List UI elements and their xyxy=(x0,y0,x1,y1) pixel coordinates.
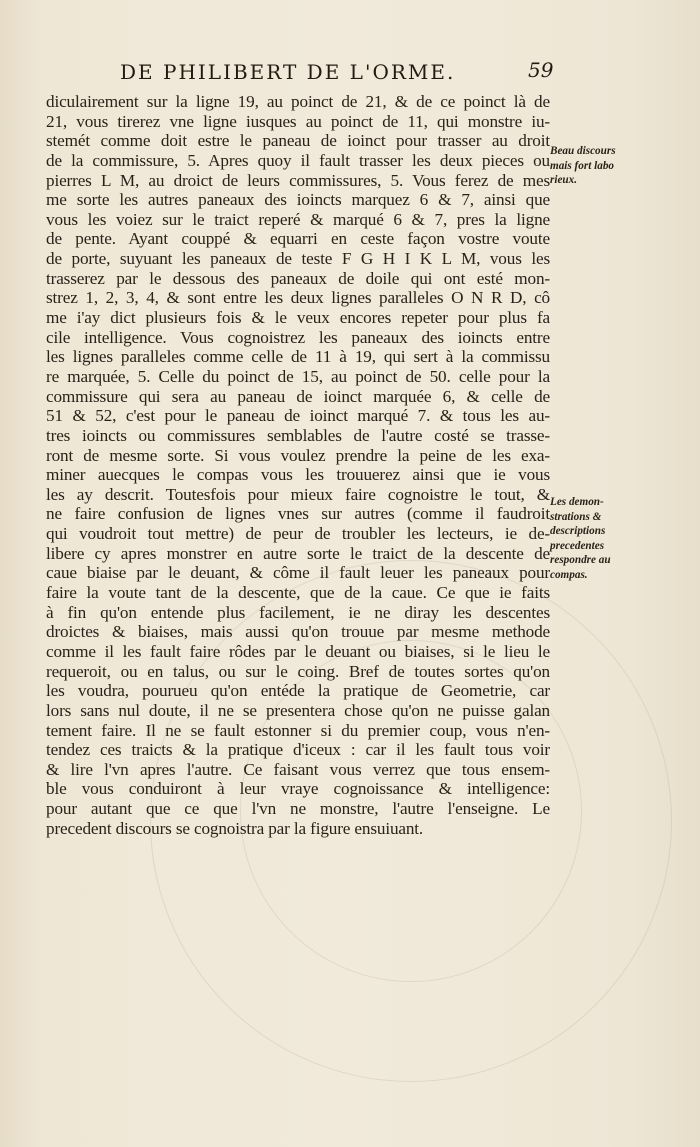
margin-note-line: Les demon- xyxy=(550,496,604,508)
text-line: droictes & biaises, mais aussi qu'on trouue par mesme methode xyxy=(46,622,550,642)
text-line: & lire l'vn apres l'autre. Ce faisant vous verrez que tous ensem- xyxy=(46,759,550,779)
text-line: vous les voiez sur le traict reperé & marqué 6 & 7, pres la ligne xyxy=(46,209,550,229)
text-line: re marquée, 5. Celle du poinct de 15, au poinct de 50. celle pour la xyxy=(46,366,550,386)
page-header xyxy=(0,56,700,92)
margin-note xyxy=(550,144,700,188)
text-line: de pente. Ayant couppé & equarri en ceste façon vostre voute xyxy=(46,229,550,249)
margin-note-line: mais fort labo xyxy=(550,159,615,172)
text-line: cile intelligence. Vous cognoistrez les paneaux des ioincts entre xyxy=(46,327,550,347)
text-line: de porte, suyuant les paneaux de teste F G H I K L M, vous les xyxy=(46,249,550,269)
text-line: pour autant que ce que l'vn ne monstre, l'autre l'enseigne. Le xyxy=(46,799,550,819)
text-line: tres ioincts ou commissures semblables de l'autre costé se trasse- xyxy=(46,425,550,445)
text-line: diculairement sur la ligne 19, au poinct de 21, & de ce poinct là de xyxy=(46,92,550,111)
text-line: caue biaise par le deuant, & côme il fault leuer les paneaux pour xyxy=(46,563,550,583)
margin-note-line: descriptions xyxy=(550,525,606,538)
margin-note xyxy=(550,495,700,583)
text-line: de la commissure, 5. Apres quoy il fault trasser les deux pieces ou xyxy=(46,150,550,170)
text-line: tement faire. Il ne se fault estonner si du premier coup, vous n'en- xyxy=(46,720,550,740)
text-line: me i'ay dict plusieurs fois & le veux encores repeter pour plus fa xyxy=(46,308,550,328)
margin-note-line: compas. xyxy=(550,568,588,581)
text-line: ront de mesme sorte. Si vous voulez prendre la peine de les exa- xyxy=(46,445,550,465)
text-line: requeroit, ou en talus, ou sur le coing. Bref de toutes sortes qu'on xyxy=(46,661,550,681)
text-line: à fin qu'on entende plus facilement, ie ne diray les descentes xyxy=(46,602,550,622)
text-line: ne faire confusion de lignes vnes sur autres (comme il faudroit xyxy=(46,504,550,524)
text-line: trasserez par le dessous des paneaux de doile qui ont esté mon- xyxy=(46,268,550,288)
text-line: me sorte les autres paneaux des ioincts marquez 6 & 7, ainsi que xyxy=(46,190,550,210)
text-line: stemét comme doit estre le paneau de ioinct pour trasser au droit xyxy=(46,131,550,151)
margin-note-line: rieux. xyxy=(550,174,578,187)
text-line: tendez ces traicts & la pratique d'iceux : car il les fault tous voir xyxy=(46,740,550,760)
text-line: qui voudroit tout mettre) de peur de troubler les lecteurs, ie de- xyxy=(46,524,550,544)
margin-note-line: strations & xyxy=(550,510,602,523)
text-line: precedent discours se cognoistra par la figure ensuiuant. xyxy=(46,818,424,838)
text-line: ble vous conduiront à leur vraye cognoissance & intelligence: xyxy=(46,779,550,799)
text-line: 51 & 52, c'est pour le paneau de ioinct marqué 7. & tous les au- xyxy=(46,406,550,426)
body-text xyxy=(46,92,550,838)
text-line: les voudra, pourueu qu'on entéde la pratique de Geometrie, car xyxy=(46,681,550,701)
running-head: DE PHILIBERT DE L'ORME. xyxy=(120,60,456,84)
text-line: strez 1, 2, 3, 4, & sont entre les deux lignes paralleles O N R D, cô xyxy=(46,288,550,308)
text-line: pierres L M, au droict de leurs commissures, 5. Vous ferez de mes xyxy=(46,170,550,190)
margin-note-line: precedentes xyxy=(550,539,605,552)
margin-note-line: Beau discours xyxy=(550,145,616,157)
text-line: lors sans nul doute, il ne se presentera chose qu'on ne puisse galan xyxy=(46,700,550,720)
page-number: 59 xyxy=(528,58,554,82)
text-line: les lignes paralleles comme celle de 11 à 19, qui sert à la commissu xyxy=(46,347,550,367)
text-line: comme il les fault faire rôdes par le deuant ou biaises, si le lieu le xyxy=(46,641,550,661)
text-line: les ay descrit. Toutesfois pour mieux faire cognoistre le tout, & xyxy=(46,484,550,504)
text-line: miner auecques le compas vous les trouuerez ainsi que ie vous xyxy=(46,465,550,485)
text-line: 21, vous tirerez vne ligne iusques au poinct de 11, qui monstre iu- xyxy=(46,111,550,131)
text-line: commissure qui sera au paneau de ioinct marquée 6, & celle de xyxy=(46,386,550,406)
text-line: libere cy apres monstrer en autre sorte le traict de la descente de xyxy=(46,543,550,563)
text-line: faire la voute tant de la descente, que de la caue. Ce que ie faits xyxy=(46,583,550,603)
margin-note-line: respondre au xyxy=(550,554,611,567)
